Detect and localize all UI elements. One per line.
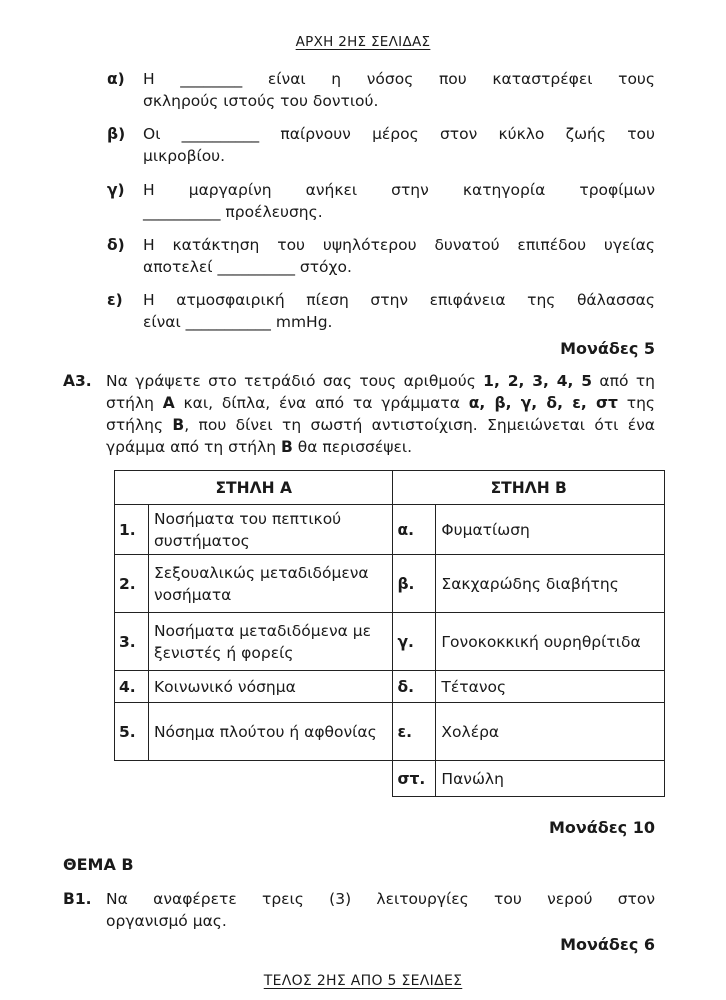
column-b-header: ΣΤΗΛΗ Β xyxy=(393,471,665,505)
item-line-1: Η μαργαρίνη ανήκει στην κατηγορία τροφίμων xyxy=(143,181,655,199)
column-b-cell: Γονοκοκκική ουρηθρίτιδα xyxy=(436,613,665,671)
row-number: 5. xyxy=(115,703,149,761)
marks-b1: Μονάδες 6 xyxy=(560,935,655,954)
page-footer-text: ΤΕΛΟΣ 2ΗΣ ΑΠΟ 5 ΣΕΛΙΔΕΣ xyxy=(263,973,463,989)
column-b-cell: Χολέρα xyxy=(436,703,665,761)
column-a-cell: Κοινωνικό νόσημα xyxy=(148,671,393,703)
item-line-1: Η ________ είναι η νόσος που καταστρέφει τους xyxy=(143,70,655,88)
item-label: δ) xyxy=(107,236,125,254)
table-row xyxy=(115,505,665,555)
fill-item-c xyxy=(107,179,655,223)
item-line-2: σκληρούς ιστούς του δοντιού. xyxy=(143,92,379,110)
item-line-2: είναι ___________ mmHg. xyxy=(143,313,333,331)
fill-item-a xyxy=(107,68,655,112)
column-a-cell: Σεξουαλικώς μεταδιδόμενα νοσήματα xyxy=(148,555,393,613)
question-line-1: Να αναφέρετε τρεις (3) λειτουργίες του νερού στον xyxy=(106,890,655,908)
marks-a3: Μονάδες 10 xyxy=(548,818,655,837)
empty-cell xyxy=(148,761,393,797)
item-line-2: μικροβίου. xyxy=(143,147,226,165)
text-part: της στήλης xyxy=(106,394,655,434)
fill-item-d xyxy=(107,234,655,278)
bold-column-a: Α xyxy=(162,394,175,412)
table-row xyxy=(115,671,665,703)
table-row xyxy=(115,613,665,671)
column-b-cell: Πανώλη xyxy=(436,761,665,797)
item-line-1: Η ατμοσφαιρική πίεση στην επιφάνεια της θάλασσας xyxy=(143,291,655,309)
empty-cell xyxy=(115,761,149,797)
bold-column-b: Β xyxy=(281,438,293,456)
marks-a2: Μονάδες 5 xyxy=(560,339,655,358)
question-label: Β1. xyxy=(63,890,92,908)
item-line-2: __________ προέλευσης. xyxy=(143,203,323,221)
row-letter: γ. xyxy=(393,613,436,671)
matching-table xyxy=(114,470,665,797)
column-b-cell: Σακχαρώδης διαβήτης xyxy=(436,555,665,613)
item-label: ε) xyxy=(107,291,123,309)
text-part: , που δίνει τη σωστή αντιστοίχιση. Σημειώνεται ότι ένα γράμμα από τη στήλη xyxy=(106,416,655,456)
column-b-cell: Φυματίωση xyxy=(436,505,665,555)
row-letter: β. xyxy=(393,555,436,613)
column-a-header: ΣΤΗΛΗ Α xyxy=(115,471,393,505)
item-label: α) xyxy=(107,70,125,88)
row-number: 3. xyxy=(115,613,149,671)
table-row xyxy=(115,703,665,761)
question-line-2: οργανισμό μας. xyxy=(106,912,227,930)
item-line-2: αποτελεί __________ στόχο. xyxy=(143,258,352,276)
text-part: θα περισσέψει. xyxy=(292,438,413,456)
column-a-cell: Νοσήματα του πεπτικού συστήματος xyxy=(148,505,393,555)
row-letter: δ. xyxy=(393,671,436,703)
bold-numbers: 1, 2, 3, 4, 5 xyxy=(483,372,593,390)
column-a-cell: Νόσημα πλούτου ή αφθονίας xyxy=(148,703,393,761)
text-part: και, δίπλα, ένα από τα γράμματα xyxy=(174,394,469,412)
theme-b-heading: ΘΕΜΑ Β xyxy=(63,855,134,874)
row-number: 1. xyxy=(115,505,149,555)
bold-letters: α, β, γ, δ, ε, στ xyxy=(468,394,618,412)
fill-item-e xyxy=(107,289,655,333)
text-part: Να γράψετε στο τετράδιό σας τους αριθμούς xyxy=(106,372,484,390)
bold-column-b: Β xyxy=(172,416,185,434)
item-label: β) xyxy=(107,125,126,143)
fill-item-b xyxy=(107,123,655,167)
table-row xyxy=(115,555,665,613)
question-a3 xyxy=(63,370,655,458)
table-row xyxy=(115,761,665,797)
text-part: από τη στήλη xyxy=(106,372,655,412)
column-a-cell: Νοσήματα μεταδιδόμενα με ξενιστές ή φορείς xyxy=(148,613,393,671)
row-letter: α. xyxy=(393,505,436,555)
column-b-cell: Τέτανος xyxy=(436,671,665,703)
item-line-1: Οι __________ παίρνουν μέρος στον κύκλο ζωής του xyxy=(143,125,655,143)
page-footer xyxy=(0,973,726,989)
question-label: Α3. xyxy=(63,372,92,390)
item-label: γ) xyxy=(107,181,125,199)
row-number: 2. xyxy=(115,555,149,613)
question-b1 xyxy=(63,888,655,932)
page-header xyxy=(0,34,726,50)
row-letter: ε. xyxy=(393,703,436,761)
item-line-1: Η κατάκτηση του υψηλότερου δυνατού επιπέδου υγείας xyxy=(143,236,655,254)
question-text xyxy=(106,370,655,458)
row-letter: στ. xyxy=(393,761,436,797)
table-header-row xyxy=(115,471,665,505)
row-number: 4. xyxy=(115,671,149,703)
page-header-text: ΑΡΧΗ 2ΗΣ ΣΕΛΙΔΑΣ xyxy=(295,34,431,50)
